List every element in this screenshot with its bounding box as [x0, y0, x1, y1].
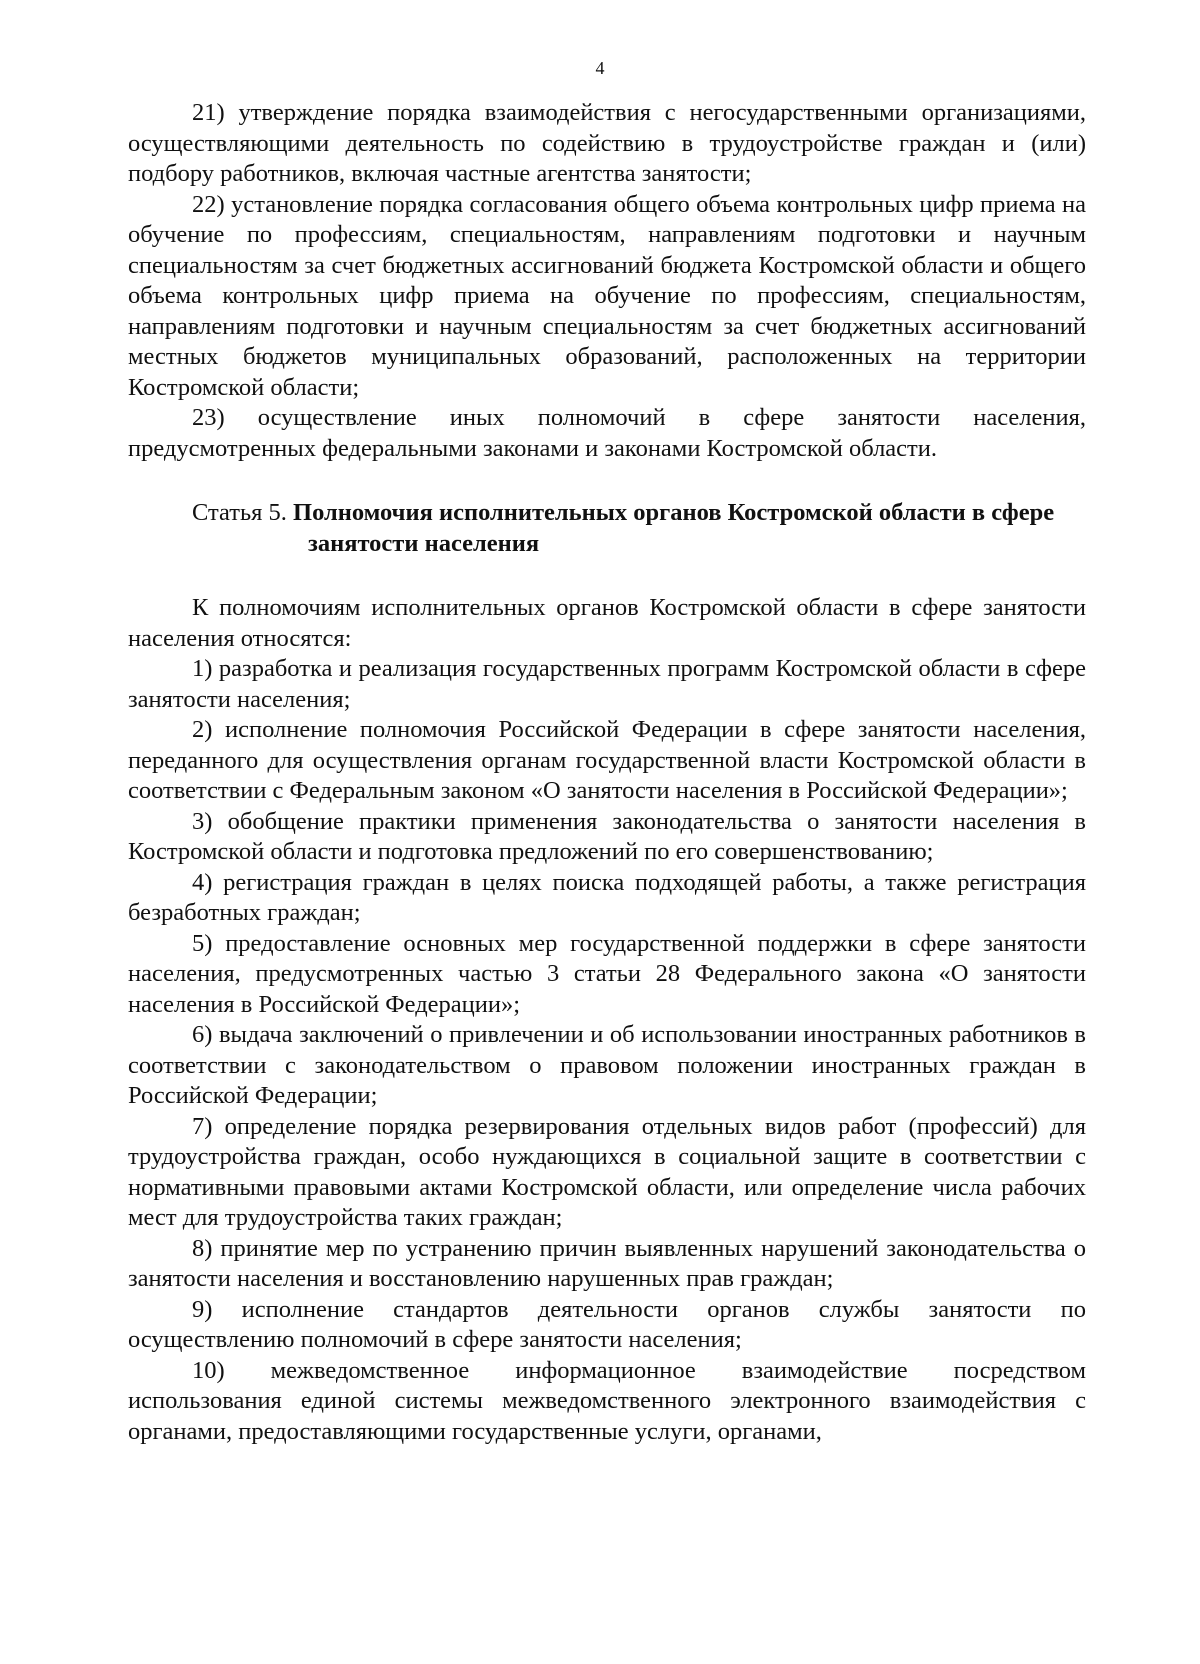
list-item-10: 10) межведомственное информационное взаимодействие посредством использования единой системы межведомственного электронного взаимодействия с органами, предоставляющими государственные услуги, органами,	[128, 1356, 1086, 1445]
list-item-1: 1) разработка и реализация государственных программ Костромской области в сфере занятости населения;	[128, 655, 1086, 713]
list-item-8: 8) принятие мер по устранению причин выявленных нарушений законодательства о занятости населения и восстановлению нарушенных прав граждан;	[128, 1234, 1086, 1292]
list-item-22: 22) установление порядка согласования общего объема контрольных цифр приема на обучение по профессиям, специальностям, направлениям подготовки и научным специальностям за счет бюджетных ассигнований бюджета Костромской области и общего объема контрольных цифр приема на обучение по профессиям, специальностям, направлениям подготовки и научным специальностям за счет бюджетных ассигнований местных бюджетов муниципальных образований, расположенных на территории Костромской области;	[128, 190, 1086, 401]
list-item-2: 2) исполнение полномочия Российской Федерации в сфере занятости населения, переданного для осуществления органам государственной власти Костромской области в соответствии с Федеральным законом «О занятости населения в Российской Федерации»;	[128, 716, 1086, 804]
list-item-6: 6) выдача заключений о привлечении и об использовании иностранных работников в соответствии с законодательством о правовом положении иностранных граждан в Российской Федерации;	[128, 1021, 1086, 1109]
article-heading	[128, 498, 1086, 559]
list-item-5: 5) предоставление основных мер государственной поддержки в сфере занятости населения, предусмотренных частью 3 статьи 28 Федерального закона «О занятости населения в Российской Федерации»;	[128, 929, 1086, 1018]
list-item-3: 3) обобщение практики применения законодательства о занятости населения в Костромской области и подготовка предложений по его совершенствованию;	[128, 807, 1086, 865]
article-label: Статья 5.	[192, 499, 287, 526]
list-item-4: 4) регистрация граждан в целях поиска подходящей работы, а также регистрация безработных граждан;	[128, 868, 1086, 926]
list-item-7: 7) определение порядка резервирования отдельных видов работ (профессий) для трудоустройства граждан, особо нуждающихся в социальной защите в соответствии с нормативными правовыми актами Костромской области, или определение числа рабочих мест для трудоустройства таких граждан;	[128, 1112, 1086, 1231]
list-item-9: 9) исполнение стандартов деятельности органов службы занятости по осуществлению полномочий в сфере занятости населения;	[128, 1295, 1086, 1353]
page-number: 4	[595, 58, 605, 78]
document-body	[128, 98, 1086, 1447]
list-item-21: 21) утверждение порядка взаимодействия с негосударственными организациями, осуществляющими деятельность по содействию в трудоустройстве граждан и (или) подбору работников, включая частные агентства занятости;	[128, 99, 1086, 187]
list-item-23: 23) осуществление иных полномочий в сфере занятости населения, предусмотренных федеральными законами и законами Костромской области.	[128, 404, 1086, 462]
article-title: Полномочия исполнительных органов Костромской области в сфере занятости населения	[293, 499, 1055, 557]
article-intro: К полномочиям исполнительных органов Костромской области в сфере занятости населения относятся:	[128, 594, 1086, 652]
